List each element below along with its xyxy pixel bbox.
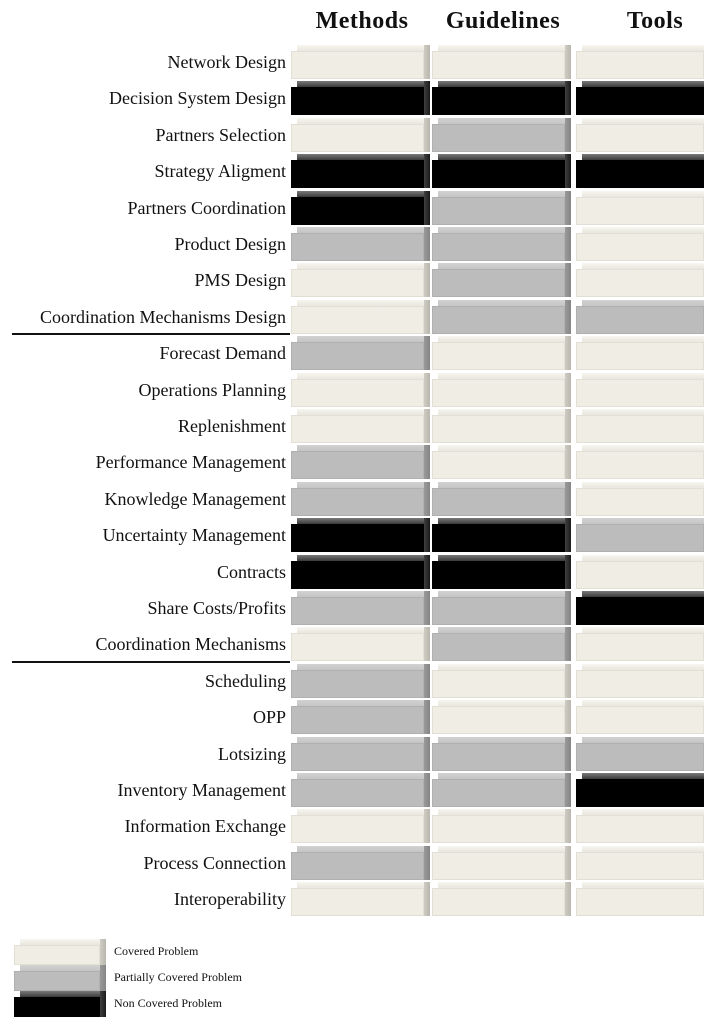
cell-face [432, 160, 565, 188]
cell-face [576, 524, 704, 552]
legend-label: Non Covered Problem [114, 996, 222, 1010]
cell-face [432, 451, 565, 479]
cell-side-bevel [565, 373, 571, 407]
row-label: OPP [252, 707, 286, 728]
cell-face [14, 945, 100, 965]
coverage-cell-guidelines [432, 45, 571, 79]
coverage-cell-tools [576, 482, 704, 516]
cell-face [576, 779, 704, 807]
cell-face [576, 51, 704, 79]
coverage-cell-methods [291, 118, 430, 152]
cell-side-bevel [565, 336, 571, 370]
coverage-cell-tools [576, 809, 704, 843]
coverage-cell-tools [576, 373, 704, 407]
cell-side-bevel [565, 591, 571, 625]
row-label: Lotsizing [218, 743, 286, 764]
coverage-cell-guidelines [432, 81, 571, 115]
cell-side-bevel [565, 300, 571, 334]
coverage-cell-methods [291, 81, 430, 115]
cell-side-bevel [424, 482, 430, 516]
coverage-cell-guidelines [432, 591, 571, 625]
cell-side-bevel [565, 445, 571, 479]
cell-face [291, 451, 424, 479]
cell-face [576, 488, 704, 516]
row-label: Contracts [217, 561, 286, 582]
cell-side-bevel [565, 409, 571, 443]
cell-side-bevel [100, 939, 106, 965]
cell-face [291, 743, 424, 771]
coverage-cell-tools [576, 81, 704, 115]
row-label: Interoperability [174, 889, 286, 910]
cell-side-bevel [424, 300, 430, 334]
coverage-cell-methods [291, 45, 430, 79]
coverage-cell-guidelines [432, 373, 571, 407]
coverage-cell-tools [576, 191, 704, 225]
cell-face [576, 597, 704, 625]
cell-face [576, 852, 704, 880]
coverage-cell-methods [291, 518, 430, 552]
coverage-cell-guidelines [432, 700, 571, 734]
cell-face [576, 306, 704, 334]
legend-label: Partially Covered Problem [114, 970, 242, 984]
coverage-cell-guidelines [432, 664, 571, 698]
cell-face [291, 233, 424, 261]
row-label: Network Design [167, 52, 286, 72]
cell-side-bevel [424, 773, 430, 807]
coverage-cell-methods [291, 445, 430, 479]
coverage-cell-tools [576, 227, 704, 261]
coverage-cell-methods [291, 373, 430, 407]
cell-side-bevel [100, 991, 106, 1017]
cell-side-bevel [424, 664, 430, 698]
coverage-cell-guidelines [432, 336, 571, 370]
cell-face [432, 233, 565, 261]
cell-face [576, 124, 704, 152]
cell-face [432, 561, 565, 589]
cell-side-bevel [565, 518, 571, 552]
legend-label: Covered Problem [114, 944, 199, 958]
cell-face [576, 815, 704, 843]
row-label: Replenishment [178, 416, 286, 436]
cell-face [291, 269, 424, 297]
cell-face [291, 633, 424, 661]
coverage-cell-guidelines [432, 300, 571, 334]
cell-face [432, 888, 565, 916]
row-label: Knowledge Management [104, 488, 286, 509]
cell-face [576, 561, 704, 589]
row-label: Partners Coordination [127, 197, 286, 218]
cell-side-bevel [565, 627, 571, 661]
row-label: Coordination Mechanisms [95, 634, 286, 655]
cell-face [291, 815, 424, 843]
cell-side-bevel [565, 45, 571, 79]
cell-side-bevel [565, 81, 571, 115]
coverage-cell-methods [291, 627, 430, 661]
cell-face [432, 124, 565, 152]
cell-side-bevel [424, 846, 430, 880]
column-header-guidelines: Guidelines [445, 8, 561, 34]
cell-side-bevel [424, 737, 430, 771]
cell-side-bevel [424, 191, 430, 225]
cell-face [291, 888, 424, 916]
coverage-cell-guidelines [432, 809, 571, 843]
legend-swatch-covered [14, 939, 106, 965]
cell-face [432, 51, 565, 79]
cell-side-bevel [424, 409, 430, 443]
coverage-cell-methods [291, 700, 430, 734]
cell-face [576, 87, 704, 115]
cell-face [291, 670, 424, 698]
cell-face [432, 743, 565, 771]
cell-face [291, 379, 424, 407]
coverage-cell-tools [576, 336, 704, 370]
cell-side-bevel [565, 191, 571, 225]
coverage-cell-methods [291, 336, 430, 370]
coverage-cell-guidelines [432, 118, 571, 152]
cell-face [432, 197, 565, 225]
cell-face [576, 633, 704, 661]
cell-side-bevel [565, 737, 571, 771]
cell-face [291, 197, 424, 225]
coverage-cell-tools [576, 300, 704, 334]
cell-side-bevel [424, 336, 430, 370]
coverage-cell-methods [291, 809, 430, 843]
cell-face [291, 415, 424, 443]
cell-side-bevel [424, 118, 430, 152]
coverage-cell-tools [576, 664, 704, 698]
cell-side-bevel [424, 882, 430, 916]
cell-side-bevel [424, 263, 430, 297]
row-label: Share Costs/Profits [147, 598, 286, 618]
cell-face [432, 815, 565, 843]
row-label: Inventory Management [117, 780, 286, 800]
row-label: Product Design [174, 234, 286, 254]
cell-face [576, 415, 704, 443]
row-label: Process Connection [143, 852, 286, 873]
cell-face [576, 670, 704, 698]
column-header-methods: Methods [315, 8, 409, 34]
coverage-cell-tools [576, 45, 704, 79]
cell-face [432, 524, 565, 552]
cell-side-bevel [424, 591, 430, 625]
coverage-cell-tools [576, 591, 704, 625]
cell-face [432, 415, 565, 443]
cell-face [14, 997, 100, 1017]
cell-face [576, 706, 704, 734]
cell-side-bevel [565, 846, 571, 880]
cell-face [432, 87, 565, 115]
coverage-cell-guidelines [432, 263, 571, 297]
coverage-cell-tools [576, 263, 704, 297]
coverage-cell-tools [576, 627, 704, 661]
cell-side-bevel [424, 518, 430, 552]
coverage-cell-guidelines [432, 154, 571, 188]
coverage-cell-guidelines [432, 555, 571, 589]
cell-face [291, 160, 424, 188]
row-label: Operations Planning [138, 379, 286, 400]
cell-side-bevel [424, 700, 430, 734]
cell-side-bevel [565, 227, 571, 261]
coverage-cell-guidelines [432, 482, 571, 516]
coverage-cell-tools [576, 882, 704, 916]
coverage-cell-tools [576, 518, 704, 552]
coverage-cell-tools [576, 737, 704, 771]
cell-face [432, 633, 565, 661]
row-label: Decision System Design [109, 88, 286, 109]
coverage-cell-tools [576, 700, 704, 734]
cell-face [576, 379, 704, 407]
coverage-cell-guidelines [432, 627, 571, 661]
cell-side-bevel [424, 81, 430, 115]
coverage-cell-methods [291, 191, 430, 225]
coverage-cell-methods [291, 409, 430, 443]
cell-face [576, 197, 704, 225]
row-label: Performance Management [95, 452, 286, 473]
coverage-cell-guidelines [432, 445, 571, 479]
coverage-cell-guidelines [432, 737, 571, 771]
cell-side-bevel [565, 664, 571, 698]
cell-face [576, 743, 704, 771]
row-label: Scheduling [205, 670, 286, 691]
coverage-cell-methods [291, 482, 430, 516]
cell-face [291, 524, 424, 552]
cell-face [291, 306, 424, 334]
cell-face [576, 233, 704, 261]
cell-face [291, 342, 424, 370]
coverage-cell-guidelines [432, 227, 571, 261]
cell-face [576, 451, 704, 479]
cell-face [432, 342, 565, 370]
cell-side-bevel [424, 627, 430, 661]
cell-side-bevel [565, 263, 571, 297]
cell-side-bevel [565, 700, 571, 734]
row-label: Uncertainty Management [102, 525, 286, 546]
cell-face [432, 779, 565, 807]
coverage-cell-methods [291, 737, 430, 771]
cell-side-bevel [424, 227, 430, 261]
legend-swatch-none [14, 991, 106, 1017]
coverage-cell-methods [291, 664, 430, 698]
coverage-cell-guidelines [432, 191, 571, 225]
coverage-cell-guidelines [432, 846, 571, 880]
coverage-cell-tools [576, 445, 704, 479]
section-divider [12, 661, 290, 663]
coverage-cell-tools [576, 409, 704, 443]
cell-face [432, 269, 565, 297]
cell-face [576, 342, 704, 370]
cell-side-bevel [565, 882, 571, 916]
cell-side-bevel [424, 555, 430, 589]
coverage-cell-guidelines [432, 409, 571, 443]
cell-face [576, 888, 704, 916]
cell-face [291, 561, 424, 589]
cell-side-bevel [565, 482, 571, 516]
cell-face [576, 160, 704, 188]
cell-side-bevel [100, 965, 106, 991]
coverage-cell-guidelines [432, 518, 571, 552]
cell-face [432, 852, 565, 880]
cell-face [432, 379, 565, 407]
coverage-cell-tools [576, 118, 704, 152]
cell-side-bevel [565, 118, 571, 152]
column-header-tools: Tools [626, 8, 684, 34]
cell-face [14, 971, 100, 991]
section-divider [12, 333, 290, 335]
cell-face [432, 306, 565, 334]
cell-side-bevel [565, 809, 571, 843]
cell-face [291, 124, 424, 152]
cell-face [291, 488, 424, 516]
coverage-cell-methods [291, 263, 430, 297]
legend-swatch-partial [14, 965, 106, 991]
coverage-cell-tools [576, 846, 704, 880]
row-label: Coordination Mechanisms Design [40, 306, 286, 327]
coverage-cell-tools [576, 555, 704, 589]
cell-face [291, 706, 424, 734]
row-label: Forecast Demand [159, 343, 286, 364]
cell-face [432, 488, 565, 516]
cell-side-bevel [565, 154, 571, 188]
coverage-cell-methods [291, 555, 430, 589]
coverage-cell-methods [291, 882, 430, 916]
cell-side-bevel [424, 45, 430, 79]
cell-side-bevel [424, 445, 430, 479]
cell-face [432, 597, 565, 625]
row-label: PMS Design [194, 270, 286, 291]
cell-side-bevel [424, 373, 430, 407]
cell-face [291, 87, 424, 115]
coverage-cell-tools [576, 154, 704, 188]
cell-face [291, 597, 424, 625]
coverage-cell-methods [291, 591, 430, 625]
cell-face [291, 51, 424, 79]
coverage-cell-guidelines [432, 773, 571, 807]
row-label: Partners Selection [155, 124, 286, 145]
coverage-cell-tools [576, 773, 704, 807]
coverage-cell-methods [291, 773, 430, 807]
coverage-cell-methods [291, 227, 430, 261]
coverage-cell-methods [291, 300, 430, 334]
row-label: Information Exchange [124, 816, 286, 837]
cell-side-bevel [424, 809, 430, 843]
coverage-cell-methods [291, 846, 430, 880]
cell-face [432, 670, 565, 698]
cell-face [432, 706, 565, 734]
cell-face [291, 852, 424, 880]
coverage-cell-methods [291, 154, 430, 188]
cell-face [291, 779, 424, 807]
cell-side-bevel [424, 154, 430, 188]
cell-side-bevel [565, 773, 571, 807]
row-label: Strategy Aligment [154, 161, 286, 182]
coverage-cell-guidelines [432, 882, 571, 916]
cell-face [576, 269, 704, 297]
cell-side-bevel [565, 555, 571, 589]
